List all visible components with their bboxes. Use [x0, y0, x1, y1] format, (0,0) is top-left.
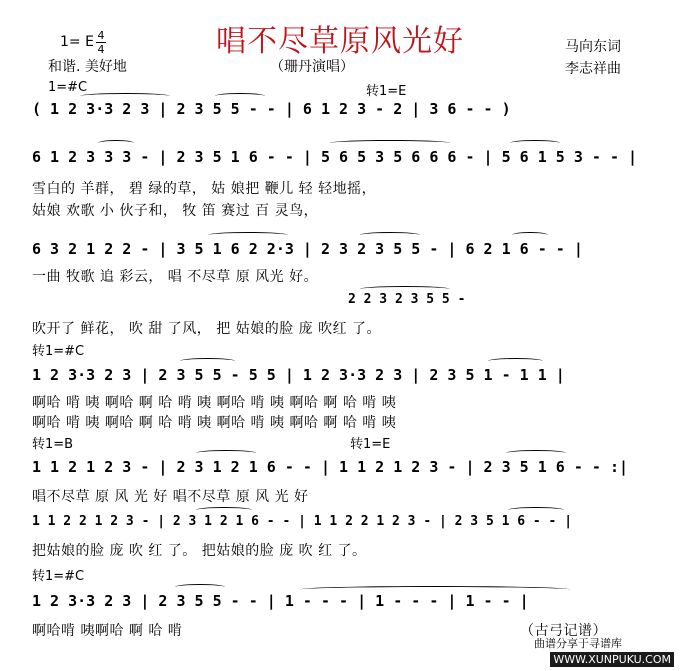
notation-row-3-ossia: 2 2 3 2 3 5 5 - — [348, 292, 466, 307]
slur — [180, 358, 235, 364]
key-change-3: 转1=#C — [32, 344, 85, 359]
time-signature — [96, 30, 106, 55]
lyric-row-4b: 啊哈 啃 咦 啊哈 啊 哈 啃 咦 啊哈 啃 咦 啊哈 啊 哈 啃 咦 — [32, 415, 397, 431]
slur — [360, 286, 450, 292]
transcriber-note: （古弓记谱） — [520, 623, 607, 639]
share-text: 曲谱分享于寻谱库 — [534, 637, 622, 650]
slur — [508, 507, 564, 513]
lyric-row-1b: 姑娘 欢歌 小 伙子和， 牧 笛 赛过 百 灵鸟， — [32, 203, 319, 219]
slur — [488, 358, 543, 364]
notation-row-intro: ( 1 2 3·3 2 3 | 2 3 5 5 - - | 6 1 2 3 - 2 | 3 6 - - ) — [32, 100, 511, 118]
key-change-6: 转1=#C — [32, 569, 85, 584]
key-change-4: 转1=B — [32, 437, 74, 452]
slur — [215, 93, 265, 99]
lyric-row-3: 吹开了 鲜花， 吹 甜 了风， 把 姑娘的脸 庞 吹红 了。 — [32, 321, 382, 337]
notation-row-5: 1 1 2 1 2 3 - | 2 3 1 2 1 6 - - | 1 1 2 1 2 3 - | 2 3 5 1 6 - - :| — [32, 458, 629, 476]
tie — [300, 586, 570, 593]
lyric-row-2: 一曲 牧歌 追 彩云， 唱 不尽草 原 风光 好。 — [32, 269, 319, 285]
song-title: 唱不尽草原风光好 — [216, 24, 464, 59]
mood-marking: 和谐. 美好地 — [48, 59, 127, 75]
slur — [196, 450, 256, 456]
key-change-1: 1=#C — [48, 80, 88, 95]
slur — [506, 450, 566, 456]
slur — [208, 232, 288, 238]
notation-row-6: 1 1 2 2 1 2 3 - | 2 3 1 2 1 6 - - | 1 1 2 2 1 2 3 - | 2 3 5 1 6 - - | — [32, 514, 573, 529]
slur — [360, 232, 420, 238]
site-watermark: WWW.XUNPUKU.COM — [550, 652, 674, 667]
lyric-row-1a: 雪白的 羊群， 碧 绿的草， 姑 娘把 鞭儿 轻 轻地摇， — [32, 181, 377, 197]
slur — [330, 140, 450, 146]
time-bottom: 4 — [97, 43, 105, 56]
lyric-row-6: 把姑娘的脸 庞 吹 红 了。 把姑娘的脸 庞 吹 红 了。 — [32, 543, 367, 559]
key-change-2: 转1=E — [366, 84, 407, 99]
lyric-row-5: 唱不尽草 原 风 光 好 唱不尽草 原 风 光 好 — [32, 489, 309, 505]
slur — [512, 232, 548, 238]
key-change-5: 转1=E — [350, 437, 391, 452]
slur — [80, 93, 170, 99]
key-signature: 1= E — [60, 34, 94, 50]
time-top: 4 — [97, 29, 105, 42]
notation-row-1: 6 1 2 3 3 3 - | 2 3 5 1 6 - - | 5 6 5 3 5 6 6 6 - | 5 6 1 5 3 - - | — [32, 148, 638, 166]
slur — [196, 507, 252, 513]
notation-row-7: 1 2 3·3 2 3 | 2 3 5 5 - - | 1 - - - | 1 - - - | 1 - - | — [32, 592, 529, 610]
notation-row-2: 6 3 2 1 2 2 - | 3 5 1 6 2 2·3 | 2 3 2 3 5 5 - | 6 2 1 6 - - | — [32, 240, 583, 258]
slur — [510, 140, 560, 146]
composer: 李志祥曲 — [565, 61, 621, 77]
lyric-row-7: 啊哈啃 咦啊哈 啊 哈 啃 — [32, 623, 183, 639]
slur — [98, 140, 134, 146]
slur — [175, 584, 225, 590]
notation-row-4: 1 2 3·3 2 3 | 2 3 5 5 - 5 5 | 1 2 3·3 2 3 | 2 3 5 1 - 1 1 | — [32, 366, 565, 384]
lyricist: 马向东词 — [565, 39, 621, 55]
lyric-row-4a: 啊哈 啃 咦 啊哈 啊 哈 啃 咦 啊哈 啃 咦 啊哈 啊 哈 啃 咦 — [32, 395, 397, 411]
performer: （珊丹演唱） — [270, 59, 354, 75]
